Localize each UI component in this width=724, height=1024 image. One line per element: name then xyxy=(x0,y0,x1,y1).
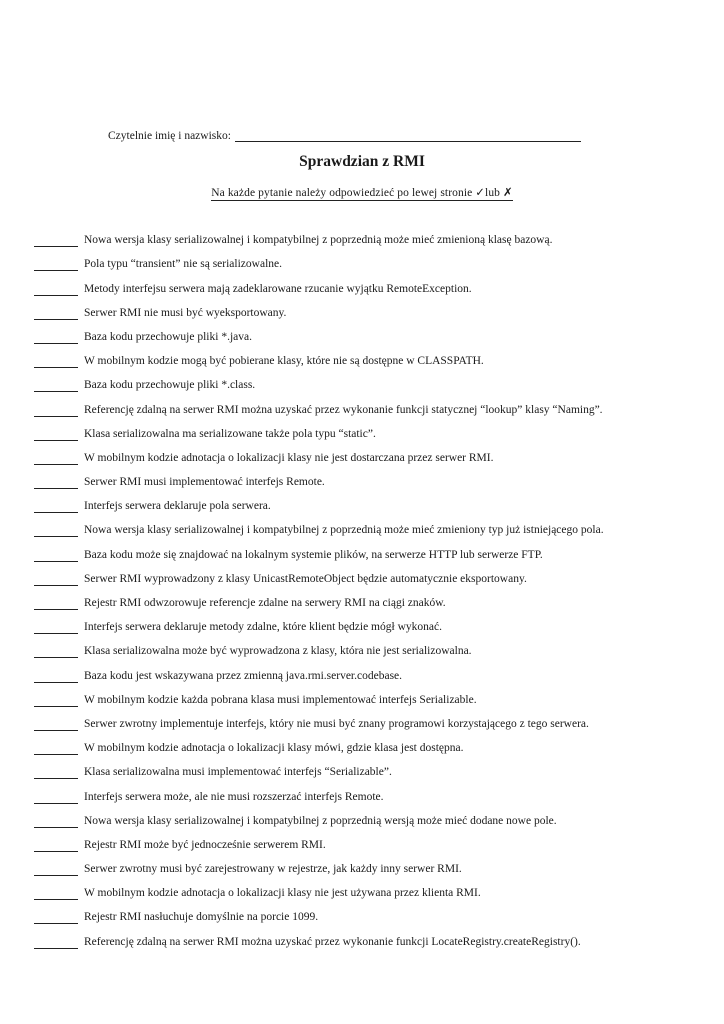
answer-blank[interactable] xyxy=(34,793,78,804)
answer-blank[interactable] xyxy=(34,478,78,489)
answer-blank[interactable] xyxy=(34,454,78,465)
question-item xyxy=(34,513,694,537)
answer-blank[interactable] xyxy=(34,236,78,247)
question-item xyxy=(34,804,694,828)
question-item xyxy=(34,247,694,271)
question-text: W mobilnym kodzie mogą być pobierane klasy, które nie są dostępne w CLASSPATH. xyxy=(84,355,484,368)
answer-blank[interactable] xyxy=(34,817,78,828)
answer-blank[interactable] xyxy=(34,381,78,392)
question-item xyxy=(34,731,694,755)
answer-blank[interactable] xyxy=(34,720,78,731)
question-item xyxy=(34,223,694,247)
question-item xyxy=(34,707,694,731)
question-text: W mobilnym kodzie adnotacja o lokalizacji klasy nie jest dostarczana przez serwer RMI. xyxy=(84,451,494,464)
answer-blank[interactable] xyxy=(34,309,78,320)
question-item xyxy=(34,271,694,295)
answer-blank[interactable] xyxy=(34,502,78,513)
question-text: Interfejs serwera może, ale nie musi rozszerzać interfejs Remote. xyxy=(84,790,384,803)
question-text: Baza kodu przechowuje pliki *.class. xyxy=(84,379,256,392)
answer-blank[interactable] xyxy=(34,889,78,900)
question-text: Baza kodu jest wskazywana przez zmienną java.rmi.server.codebase. xyxy=(84,669,403,682)
answer-blank[interactable] xyxy=(34,526,78,537)
instruction-row xyxy=(0,183,724,201)
question-text: W mobilnym kodzie adnotacja o lokalizacji klasy mówi, gdzie klasa jest dostępna. xyxy=(84,742,464,755)
answer-blank[interactable] xyxy=(34,841,78,852)
answer-blank[interactable] xyxy=(34,406,78,417)
answer-blank[interactable] xyxy=(34,285,78,296)
name-label: Czytelnie imię i nazwisko: xyxy=(108,130,231,142)
question-text: Baza kodu przechowuje pliki *.java. xyxy=(84,330,252,343)
question-text: Klasa serializowalna musi implementować interfejs “Serializable”. xyxy=(84,766,392,779)
question-item xyxy=(34,828,694,852)
question-list xyxy=(34,223,694,949)
question-text: Nowa wersja klasy serializowalnej i kompatybilnej z poprzednią może mieć zmienioną klasę bazową. xyxy=(84,234,553,247)
question-item xyxy=(34,924,694,948)
answer-blank[interactable] xyxy=(34,672,78,683)
name-row xyxy=(108,129,608,142)
question-item xyxy=(34,852,694,876)
name-field[interactable] xyxy=(235,129,581,142)
question-text: Serwer RMI wyprowadzony z klasy UnicastRemoteObject będzie automatycznie eksportowany. xyxy=(84,572,527,585)
question-text: W mobilnym kodzie adnotacja o lokalizacji klasy nie jest używana przez klienta RMI. xyxy=(84,887,481,900)
answer-blank[interactable] xyxy=(34,865,78,876)
question-item xyxy=(34,344,694,368)
question-item xyxy=(34,417,694,441)
question-text: Serwer zwrotny implementuje interfejs, który nie musi być znany programowi korzystającego z tego serwera. xyxy=(84,717,589,730)
question-item xyxy=(34,900,694,924)
question-text: Klasa serializowalna może być wyprowadzona z klasy, która nie jest serializowalna. xyxy=(84,645,472,658)
answer-blank[interactable] xyxy=(34,430,78,441)
answer-blank[interactable] xyxy=(34,768,78,779)
question-text: Pola typu “transient” nie są serializowalne. xyxy=(84,258,282,271)
question-item xyxy=(34,755,694,779)
question-text: Nowa wersja klasy serializowalnej i kompatybilnej z poprzednią może mieć zmieniony typ już istniejącego pola. xyxy=(84,524,604,537)
question-item xyxy=(34,392,694,416)
question-text: Serwer zwrotny musi być zarejestrowany w rejestrze, jak każdy inny serwer RMI. xyxy=(84,863,462,876)
question-item xyxy=(34,320,694,344)
question-item xyxy=(34,876,694,900)
question-text: Nowa wersja klasy serializowalnej i kompatybilnej z poprzednią wersją może mieć dodane nowe pole. xyxy=(84,814,557,827)
question-text: Metody interfejsu serwera mają zadeklarowane rzucanie wyjątku RemoteException. xyxy=(84,282,472,295)
question-text: Klasa serializowalna ma serializowane także pola typu “static”. xyxy=(84,427,376,440)
question-item xyxy=(34,779,694,803)
question-item xyxy=(34,658,694,682)
answer-blank[interactable] xyxy=(34,333,78,344)
question-text: Baza kodu może się znajdować na lokalnym systemie plików, na serwerze HTTP lub serwerze FTP. xyxy=(84,548,543,561)
question-item xyxy=(34,489,694,513)
question-item xyxy=(34,683,694,707)
answer-blank[interactable] xyxy=(34,357,78,368)
question-item xyxy=(34,634,694,658)
question-text: Serwer RMI musi implementować interfejs Remote. xyxy=(84,476,325,489)
question-text: Referencję zdalną na serwer RMI można uzyskać przez wykonanie funkcji statycznej “lookup” klasy “Naming”. xyxy=(84,403,603,416)
answer-blank[interactable] xyxy=(34,696,78,707)
page-title: Sprawdzian z RMI xyxy=(299,153,425,170)
question-text: Rejestr RMI nasłuchuje domyślnie na porcie 1099. xyxy=(84,911,319,924)
answer-blank[interactable] xyxy=(34,647,78,658)
question-item xyxy=(34,441,694,465)
question-text: Interfejs serwera deklaruje pola serwera. xyxy=(84,500,271,513)
answer-blank[interactable] xyxy=(34,599,78,610)
question-item xyxy=(34,368,694,392)
answer-blank[interactable] xyxy=(34,575,78,586)
answer-blank[interactable] xyxy=(34,744,78,755)
answer-blank[interactable] xyxy=(34,551,78,562)
question-text: Rejestr RMI odwzorowuje referencje zdalne na serwery RMI na ciągi znaków. xyxy=(84,597,446,609)
question-text: Referencję zdalną na serwer RMI można uzyskać przez wykonanie funkcji LocateRegistry.createRegistry(). xyxy=(84,935,581,948)
question-item xyxy=(34,610,694,634)
question-text: Interfejs serwera deklaruje metody zdalne, które klient będzie mógł wykonać. xyxy=(84,621,442,634)
answer-blank[interactable] xyxy=(34,260,78,271)
question-item xyxy=(34,296,694,320)
question-text: Serwer RMI nie musi być wyeksportowany. xyxy=(84,306,287,319)
question-item xyxy=(34,562,694,586)
question-item xyxy=(34,465,694,489)
answer-blank[interactable] xyxy=(34,938,78,949)
question-text: W mobilnym kodzie każda pobrana klasa musi implementować interfejs Serializable. xyxy=(84,693,477,706)
question-item xyxy=(34,586,694,610)
question-item xyxy=(34,537,694,561)
answer-blank[interactable] xyxy=(34,623,78,634)
answer-blank[interactable] xyxy=(34,913,78,924)
instruction-text: Na każde pytanie należy odpowiedzieć po lewej stronie ✓lub ✗ xyxy=(211,187,513,199)
question-text: Rejestr RMI może być jednocześnie serwerem RMI. xyxy=(84,838,326,851)
